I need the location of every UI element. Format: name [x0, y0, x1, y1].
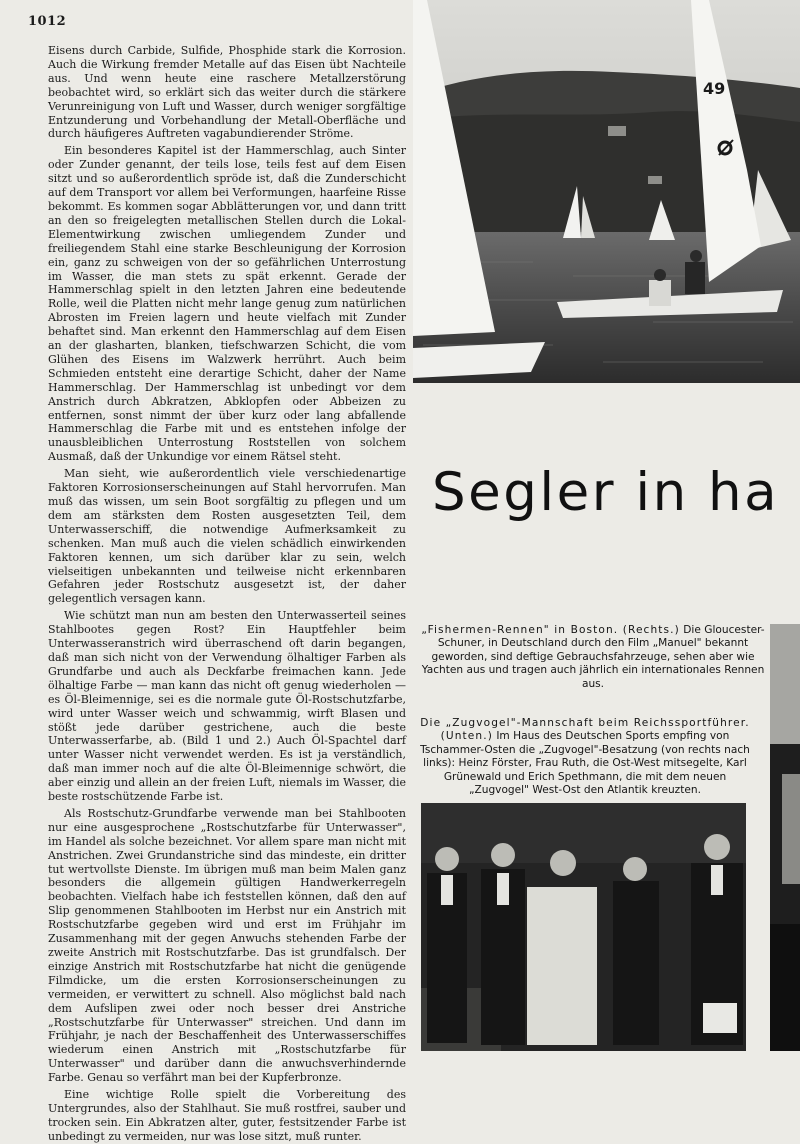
article-paragraph: Man sieht, wie außerordentlich viele verschiedenartige Faktoren Korrosionserscheinungen auf Stahl hervorrufen. Man muß das wissen, um sein Boot sorgfältig zu pflegen und um dem am stärksten dem Rosten ausgesetzten Teil, dem Unterwasserschiff, die notwendige Aufmerksamkeit zu schenken. Man muß auch die vielen schädlich einwirkenden Faktoren kennen, um sich darüber klar zu sein, welch vielseitigen unbekannten und teilweise nicht erkennbaren Gefahren jeder Rostschutz ausgesetzt ist, der daher gelegentlich versagen kann.: [48, 467, 406, 606]
schooner-photo: [770, 624, 800, 1051]
article-paragraph: Eine wichtige Rolle spielt die Vorbereitung des Untergrundes, also der Stahlhaut. Sie muß rostfrei, sauber und trocken sein. Ein Abkratzen alter, guter, festsitzender Farbe ist unbedingt zu vermeiden, nur was lose sitzt, muß runter.: [48, 1088, 406, 1143]
sailing-photo: [413, 0, 800, 383]
caption-text: Im Haus des Deutschen Sports empfing von Tschammer-Osten die „Zugvogel"-Besatzung (von rechts nach links): Heinz Förster, Frau Ruth, die Ost-West mitsegelte, Karl Grünewald und Erich Spethmann, die mit dem neuen „Zugvogel" West-Ost den Atlantik kreuzten.: [420, 730, 750, 797]
article-paragraph: Ein besonderes Kapitel ist der Hammerschlag, auch Sinter oder Zunder genannt, der teils lose, teils fest auf dem Eisen sitzt und so außerordentlich spröde ist, daß die Zunderschicht auf dem Transport vor allem bei Verformungen, haarfeine Risse bekommt. Es kommen sogar Abblätterungen vor, und dann tritt an den so freigelegten metallischen Stellen durch die Lokal-Elementwirkung zwischen umliegendem Zunder und freiliegendem Stahl eine starke Beschleunigung der Korrosion ein, ganz zu schweigen von der so gefährlichen Unterrostung im Wasser, die man stets zu spät erkennt. Gerade der Hammerschlag spielt in den letzten Jahren eine bedeutende Rolle, weil die Platten nicht mehr lange genug zum natürlichen Abrosten im Freien lagern und heute vielfach mit Zunder behaftet sind. Man erkennt den Hammerschlag auf dem Eisen an der glasharten, blanken, tiefschwarzen Schicht, die vom Glühen des Eisens im Walzwerk herrührt. Auch beim Schmieden entsteht eine derartige Schicht, daher der Name Hammerschlag. Der Hammerschlag ist unbedingt vor dem Anstrich durch Abkratzen, Abklopfen oder Abbeizen zu entfernen, sonst nimmt der über kurz oder lang abfallende Hammerschlag die Farbe mit und es entstehen infolge der unausbleiblichen Unterrostung Roststellen von solchem Ausmaß, daß der Unkundige vor einem Rätsel steht.: [48, 144, 406, 464]
crew-photo: [421, 803, 746, 1051]
caption-text: Die Gloucester-Schuner, in Deutschland durch den Film „Manuel" bekannt geworden, sind deftige Gebrauchsfahrzeuge, sehen aber wie Yachten aus und tragen auch jährlich ein internationales Rennen aus.: [421, 624, 765, 690]
page-number: 1012: [28, 14, 67, 29]
article-paragraph: Als Rostschutz-Grundfarbe verwende man bei Stahlbooten nur eine ausgesprochene „Rostschutzfarbe für Unterwasser", im Handel als solche bezeichnet. Vor allem spare man nicht mit Anstrichen. Zwei Grundanstriche sind das mindeste, ein dritter tut wertvollste Dienste. Im übrigen muß man beim Malen ganz besonders die allgemein gültigen Handwerkerregeln beobachten. Vielfach habe ich feststellen können, daß den auf Slip genommenen Stahlbooten im Herbst nur ein Anstrich mit Rostschutzfarbe gegeben wird und erst im Frühjahr im Zusammenhang mit der gegen Anwuchs stehenden Farbe der zweite Anstrich mit Rostschutzfarbe. Das ist grundfalsch. Der einzige Anstrich mit Rostschutzfarbe hat nicht die genügende Filmdicke, um die ersten Korrosionserscheinungen zu vermeiden, er verwittert zu schnell. Also möglichst bald nach dem Aufslipen zwei oder noch besser drei Anstriche „Rostschutzfarbe für Unterwasser" streichen. Und dann im Frühjahr, je nach der Beschaffenheit des Unterwasserschiffes wiederum einen Anstrich mit „Rostschutzfarbe für Unterwasser" und darüber dann die anwuchsverhindernde Farbe. Genau so verfährt man bei der Kupferbronze.: [48, 806, 406, 1085]
article-paragraph: Eisens durch Carbide, Sulfide, Phosphide stark die Korrosion. Auch die Wirkung fremder Metalle auf das Eisen übt Nachteile aus. Und wenn heute eine raschere Metallzerstörung beobachtet wird, so erklärt sich das weiter durch die stärkere Verunreinigung von Luft und Wasser, durch weniger sorgfältige Entzunderung und Vorbehandlung der Metall-Oberfläche und durch häufigeres Auftreten vagabundierender Ströme.: [48, 44, 406, 141]
caption-lead: „Fishermen-Rennen" in Boston. (Rechts.): [421, 624, 680, 636]
sail-number: 49: [703, 79, 726, 98]
headline: Segler in ha: [432, 462, 780, 523]
schooner-caption: [418, 624, 768, 691]
caption-lead: Die „Zugvogel"-Mannschaft beim Reichssportführer. (Unten.): [420, 717, 750, 743]
article-paragraph: Wie schützt man nun am besten den Unterwasserteil seines Stahlbootes gegen Rost? Ein Hauptfehler beim Unterwasseranstrich wird überraschend oft darin begangen, daß man sich nicht von der Verwendung ölhaltiger Farben als Grundfarbe und auch als Deckfarbe freimachen kann. Jede ölhaltige Farbe — man kann das nicht oft genug wiederholen — es Öl-Bleimennige, sei es die normale gute Öl-Rostschutzfarbe, wird unter Wasser weich und schwammig, wirft Blasen und stößt jede darüber gestrichene, auch die beste Unterwasserfarbe, ab. (Bild 1 und 2.) Auch Öl-Spachtel darf unter Wasser nicht verwendet werden. Es ist ja verständlich, daß man immer noch auf die alte Öl-Bleimennige schwört, die aber einzig und allein an der freien Luft, niemals im Wasser, die beste rostschützende Farbe ist.: [48, 609, 406, 804]
crew-caption: [420, 717, 750, 797]
article-body: [48, 44, 406, 1144]
